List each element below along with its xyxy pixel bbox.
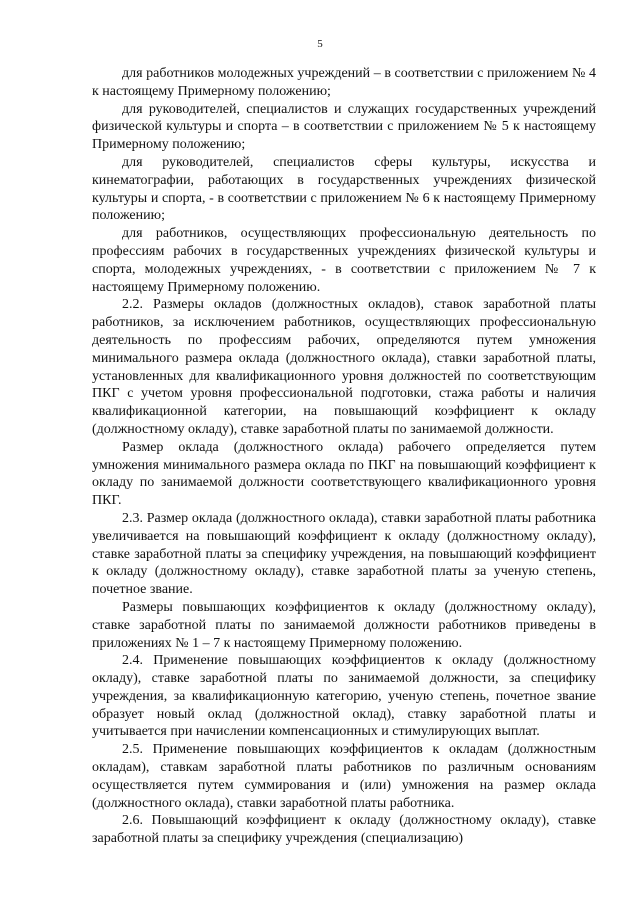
paragraph: 2.4. Применение повышающих коэффициентов к окладу (должностному окладу), ставке заработной платы по занимаемой должности, за специфику учреждения, за квалификационную категорию, ученую степень, почетное звание образует новый оклад (должностной оклад), ставку заработной платы и учитывается при начислении компенсационных и стимулирующих выплат. [92,653,596,740]
document-body [92,65,596,848]
paragraph: 2.3. Размер оклада (должностного оклада), ставки заработной платы работника увеличивается на повышающий коэффициент к окладу (должностному окладу), ставке заработной платы за специфику учреждения, на повышающий коэффициент к окладу (должностному окладу), ставке заработной платы за ученую степень, почетное звание. [92,510,596,598]
paragraph: Размеры повышающих коэффициентов к окладу (должностному окладу), ставке заработной платы по занимаемой должности работников приведены в приложениях № 1 – 7 к настоящему Примерному положению. [92,599,596,651]
paragraph: 2.5. Применение повышающих коэффициентов к окладам (должностным окладам), ставкам заработной платы работников по различным основаниям осуществляется путем суммирования и (или) умножения на размер оклада (должностного оклада), ставки заработной платы работника. [92,742,596,811]
paragraph: для руководителей, специалистов и служащих государственных учреждений физической культуры и спорта – в соответствии с приложением № 5 к настоящему Примерному положению; [92,101,596,153]
paragraph: для руководителей, специалистов сферы культуры, искусства и кинематографии, работающих в государственных учреждениях физической культуры и спорта, - в соответствии с приложением № 6 к настоящему Примерному положению; [92,154,596,224]
paragraph: для работников молодежных учреждений – в соответствии с приложением № 4 к настоящему Примерному положению; [92,66,596,99]
paragraph: 2.6. Повышающий коэффициент к окладу (должностному окладу), ставке заработной платы за специфику учреждения (специализацию) [92,813,596,847]
paragraph: Размер оклада (должностного оклада) рабочего определяется путем умножения минимального размера оклада по ПКГ на повышающий коэффициент к окладу по занимаемой должности соответствующего квалификационного уровня ПКГ. [92,439,596,509]
paragraph: 2.2. Размеры окладов (должностных окладов), ставок заработной платы работников, за исключением работников, осуществляющих профессиональную деятельность по профессиям рабочих, определяются путем умножения минимального размера оклада (должностного оклада), ставки заработной платы, установленных для квалификационного уровня должностей по соответствующим ПКГ с учетом уровня профессиональной подготовки, стажа работы и наличия квалификационной категории, на повышающий коэффициент к окладу (должностному окладу), ставке заработной платы по занимаемой должности. [92,297,596,437]
page-number: 5 [317,38,323,50]
paragraph: для работников, осуществляющих профессиональную деятельность по профессиям рабочих в государственных учреждениях физической культуры и спорта, молодежных учреждениях, - в соответствии с приложением № 7 к настоящему Примерному положению. [92,226,596,295]
